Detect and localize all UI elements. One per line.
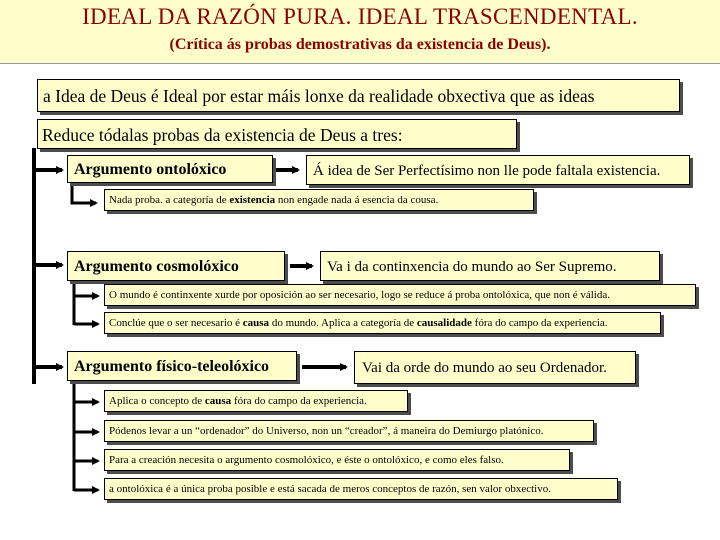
argument-cosmological-summary-box [320,251,660,281]
note-text: O mundo é continxente xurde por oposición ao ser necesario, logo se reduce á proba ontolóxica, que non é válida. [109,289,610,301]
argument-cosmological-box [67,251,285,281]
argument-ontological-box [67,155,273,183]
teleological-note-4 [104,478,618,500]
argument-teleological-box [67,351,297,381]
note-text: do mundo. Aplica a categoría de [269,317,417,329]
header-banner [0,0,720,64]
note-keyword: causalidade [416,317,472,329]
argument-ontological-summary-box [306,155,690,185]
cosmological-note-2 [104,312,661,334]
teleological-note-2 [104,420,594,442]
argument-cosmological-name: Argumento cosmolóxico [74,258,239,275]
note-text: a ontolóxica é a única proba posible e está sacada de meros conceptos de razón, sen valor obxectivo. [109,483,551,495]
note-text: non engade nada á esencia da cousa. [275,194,439,206]
page-title: IDEAL DA RAZÓN PURA. IDEAL TRASCENDENTAL. [82,4,638,29]
note-text: Para a creación necesita o argumento cosmolóxico, e éste o ontolóxico, e como eles falso. [109,454,504,466]
note-text: Aplica o concepto de [109,395,205,407]
note-text: Conclúe que o ser necesario é [109,317,243,329]
note-keyword: causa [242,317,270,329]
page-subtitle: (Crítica ás probas demostrativas da existencia de Deus). [169,36,551,53]
intro-box [37,119,517,149]
intro-text: Reduce tódalas probas da existencia de Deus a tres: [42,125,403,145]
ontological-note-connector [72,184,96,203]
teleological-note-1 [104,390,408,412]
argument-ontological-name: Argumento ontolóxico [74,161,227,178]
note-keyword: existencia [229,194,276,206]
cosmological-note-1 [104,284,696,306]
note-text: Nada proba. a categoría de [109,194,230,206]
note-text: fóra do campo da experiencia. [231,395,367,407]
teleological-note-3 [104,449,570,471]
note-text: fóra do campo da experiencia. [471,317,608,329]
ontological-note-1 [104,189,534,211]
argument-teleological-summary: Vai da orde do mundo ao seu Ordenador. [362,360,607,376]
argument-teleological-summary-box [354,351,636,384]
thesis-text: a Idea de Deus é Ideal por estar máis lonxe da realidade obxectiva que as ideas [43,86,595,106]
argument-teleological-name: Argumento físico-teleolóxico [74,358,270,375]
note-keyword: causa [204,395,232,407]
thesis-box [37,79,680,112]
argument-cosmological-summary: Va i da continxencia do mundo ao Ser Supremo. [327,259,617,275]
note-text: Pódenos levar a un “ordenador” do Universo, non un “creador”, á maneira do Demiurgo platónico. [109,425,544,437]
argument-ontological-summary: Á idea de Ser Perfectísimo non lle pode faltala existencia. [313,163,661,179]
